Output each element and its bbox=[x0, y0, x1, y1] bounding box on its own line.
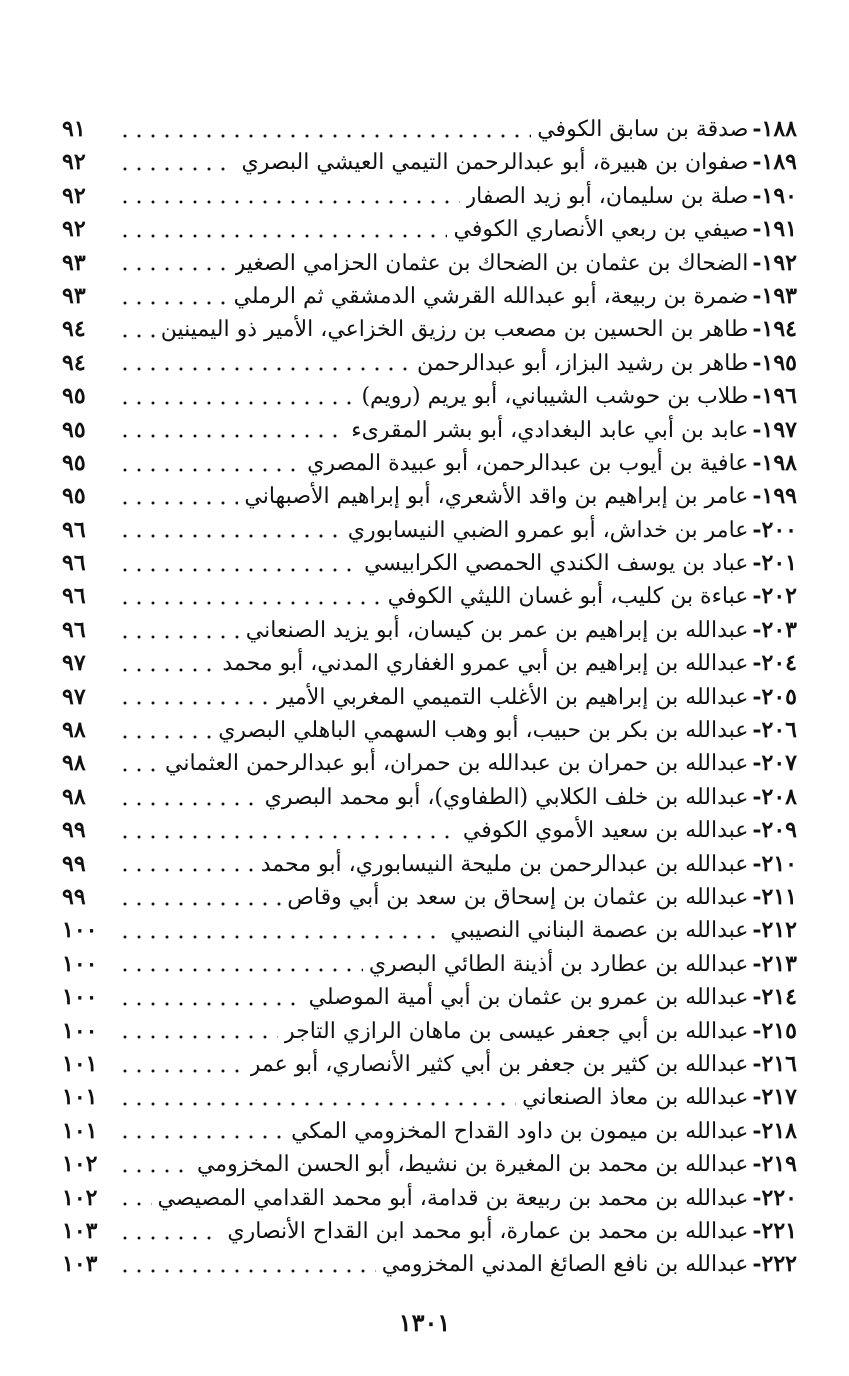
entry-title: عبدالله بن معاذ الصنعاني bbox=[522, 1085, 749, 1111]
dot-leader bbox=[118, 267, 229, 271]
entry-page-number: ١٠١ bbox=[62, 1117, 98, 1144]
entry-title: عباءة بن كليب، أبو غسان الليثي الكوفي bbox=[387, 584, 749, 610]
entry-page-number: ٩٨ bbox=[62, 783, 86, 810]
toc-entry bbox=[62, 1115, 797, 1148]
entry-page-number: ٩٥ bbox=[62, 483, 86, 510]
toc-entry bbox=[62, 948, 797, 981]
entry-dash: - bbox=[752, 216, 762, 243]
entry-dash: - bbox=[752, 1117, 762, 1144]
entry-dash: - bbox=[752, 583, 762, 610]
toc-entry bbox=[62, 781, 797, 814]
entry-number: ٢١٦ bbox=[761, 1050, 797, 1077]
entry-page-number: ٩٣ bbox=[62, 249, 86, 276]
entry-title: طاهر بن رشيد البزاز، أبو عبدالرحمن bbox=[417, 350, 749, 376]
toc-entry bbox=[62, 747, 797, 780]
entry-page-number: ٩٤ bbox=[62, 349, 86, 376]
entry-dash: - bbox=[752, 1251, 762, 1278]
entry-title: عبدالله بن عمرو بن عثمان بن أبي أمية الموصلي bbox=[308, 985, 749, 1011]
toc-entry bbox=[62, 247, 797, 280]
entry-dash: - bbox=[752, 383, 762, 410]
dot-leader bbox=[118, 434, 345, 438]
dot-leader bbox=[118, 735, 212, 739]
entry-page-number: ١٠١ bbox=[62, 1084, 98, 1111]
toc-entry bbox=[62, 1048, 797, 1081]
entry-dash: - bbox=[752, 249, 762, 276]
entry-page-number: ١٠٠ bbox=[62, 950, 98, 977]
entry-number: ٢٠٧ bbox=[761, 750, 797, 777]
toc-entry bbox=[62, 414, 797, 447]
entry-page-number: ١٠٠ bbox=[62, 1017, 98, 1044]
dot-leader bbox=[118, 568, 358, 572]
dot-leader bbox=[118, 200, 460, 204]
entry-title: صلة بن سليمان، أبو زيد الصفار bbox=[465, 183, 749, 209]
entry-page-number: ٩٦ bbox=[62, 516, 86, 543]
toc-entry bbox=[62, 1248, 797, 1281]
dot-leader bbox=[118, 935, 444, 939]
entry-page-number: ١٠٣ bbox=[62, 1251, 98, 1278]
dot-leader bbox=[118, 1269, 376, 1273]
entry-number: ٢٠١ bbox=[761, 550, 797, 577]
toc-entry bbox=[62, 1215, 797, 1248]
entry-page-number: ٩١ bbox=[62, 116, 86, 142]
entry-dash: - bbox=[752, 1084, 762, 1111]
entry-page-number: ٩٨ bbox=[62, 717, 86, 744]
toc-entry bbox=[62, 1081, 797, 1114]
entry-title: عبدالله بن محمد بن المغيرة بن نشيط، أبو الحسن المخزومي bbox=[196, 1152, 749, 1178]
entry-page-number: ٩٧ bbox=[62, 650, 86, 677]
entry-title: عبدالله بن كثير بن جعفر بن أبي كثير الأنصاري، أبو عمر bbox=[249, 1051, 749, 1077]
entry-page-number: ٩٢ bbox=[62, 182, 86, 209]
entry-title: صدقة بن سابق الكوفي bbox=[537, 117, 749, 142]
entry-title: عافية بن أيوب بن عبدالرحمن، أبو عبيدة المصري bbox=[307, 450, 749, 476]
entry-number: ١٩١ bbox=[761, 216, 797, 243]
entry-number: ٢١٢ bbox=[761, 917, 797, 944]
entry-page-number: ١٠٢ bbox=[62, 1184, 98, 1211]
entry-title: عبدالله بن بكر بن حبيب، أبو وهب السهمي الباهلي البصري bbox=[218, 718, 749, 744]
entry-dash: - bbox=[752, 1184, 762, 1211]
entry-title: عامر بن خداش، أبو عمرو الضبي النيسابوري bbox=[347, 517, 749, 543]
entry-title: عبدالله بن سعيد الأموي الكوفي bbox=[462, 818, 749, 844]
toc-entry bbox=[62, 614, 797, 647]
dot-leader bbox=[118, 1236, 221, 1240]
entry-dash: - bbox=[752, 316, 762, 343]
entry-number: ٢٢١ bbox=[761, 1217, 797, 1244]
entry-dash: - bbox=[752, 1050, 762, 1077]
toc-entry bbox=[62, 280, 797, 313]
entry-title: عبدالله بن عطارد بن أذينة الطائي البصري bbox=[368, 951, 749, 977]
entry-title: عبدالله بن إبراهيم بن الأغلب التميمي المغربي الأمير bbox=[276, 684, 749, 710]
entry-title: عبدالله بن أبي جعفر عيسى بن ماهان الرازي التاجر bbox=[283, 1018, 749, 1044]
entry-number: ٢٢٠ bbox=[761, 1184, 797, 1211]
entry-page-number: ٩٩ bbox=[62, 817, 86, 844]
entry-title: ضمرة بن ربيعة، أبو عبدالله القرشي الدمشقي ثم الرملي bbox=[233, 283, 749, 309]
entry-number: ٢٠٩ bbox=[761, 817, 797, 844]
entry-dash: - bbox=[752, 282, 762, 309]
dot-leader bbox=[118, 367, 411, 371]
entry-dash: - bbox=[752, 516, 762, 543]
entry-number: ٢١٠ bbox=[761, 850, 797, 877]
entry-dash: - bbox=[752, 783, 762, 810]
entry-number: ٢٠٠ bbox=[761, 516, 797, 543]
entry-page-number: ٩٥ bbox=[62, 449, 86, 476]
entry-title: عبدالله بن نافع الصائغ المدني المخزومي bbox=[381, 1252, 749, 1278]
dot-leader bbox=[118, 635, 240, 639]
toc-entry bbox=[62, 213, 797, 246]
toc-entry bbox=[62, 981, 797, 1014]
dot-leader bbox=[118, 134, 531, 138]
dot-leader bbox=[118, 835, 457, 839]
table-of-contents bbox=[62, 113, 797, 1282]
entry-number: ٢٠٢ bbox=[761, 583, 797, 610]
dot-leader bbox=[118, 1102, 516, 1106]
entry-title: عبدالله بن عثمان بن إسحاق بن سعد بن أبي وقاص bbox=[287, 884, 749, 910]
entry-page-number: ٩٨ bbox=[62, 750, 86, 777]
entry-page-number: ٩٢ bbox=[62, 149, 86, 176]
toc-entry bbox=[62, 881, 797, 914]
dot-leader bbox=[118, 601, 382, 605]
toc-entry bbox=[62, 447, 797, 480]
toc-entry bbox=[62, 514, 797, 547]
entry-page-number: ١٠٠ bbox=[62, 917, 98, 944]
entry-title: عابد بن أبي عابد البغدادي، أبو بشر المقرىء bbox=[351, 417, 749, 443]
dot-leader bbox=[118, 468, 301, 472]
entry-number: ٢٠٣ bbox=[761, 616, 797, 643]
entry-number: ١٩٣ bbox=[761, 282, 797, 309]
entry-title: طلاب بن حوشب الشيباني، أبو يريم (رويم) bbox=[361, 384, 749, 410]
entry-title: عبدالله بن حمران بن عبدالله بن حمران، أبو عبدالرحمن العثماني bbox=[165, 751, 749, 777]
entry-number: ١٩٤ bbox=[761, 316, 797, 343]
entry-number: ١٩٩ bbox=[761, 483, 797, 510]
entry-title: عبدالله بن خلف الكلابي (الطفاوي)، أبو محمد البصري bbox=[264, 784, 749, 810]
entry-page-number: ٩٦ bbox=[62, 616, 86, 643]
toc-entry bbox=[62, 146, 797, 179]
entry-number: ٢١٣ bbox=[761, 950, 797, 977]
entry-dash: - bbox=[752, 1017, 762, 1044]
entry-number: ٢١٤ bbox=[761, 984, 797, 1011]
entry-page-number: ١٠٣ bbox=[62, 1217, 98, 1244]
dot-leader bbox=[118, 334, 155, 338]
entry-title: عبدالله بن عصمة البناني النصيبي bbox=[450, 918, 749, 944]
toc-entry bbox=[62, 681, 797, 714]
entry-page-number: ٩٦ bbox=[62, 583, 86, 610]
dot-leader bbox=[118, 1169, 191, 1173]
dot-leader bbox=[118, 968, 363, 972]
toc-entry bbox=[62, 313, 797, 346]
entry-title: عبدالله بن ميمون بن داود القداح المخزومي المكي bbox=[291, 1118, 749, 1144]
entry-dash: - bbox=[752, 984, 762, 1011]
entry-title: عبدالله بن محمد بن ربيعة بن قدامة، أبو محمد القدامي المصيصي bbox=[157, 1185, 749, 1211]
toc-entry bbox=[62, 914, 797, 947]
entry-page-number: ٩٣ bbox=[62, 282, 86, 309]
entry-dash: - bbox=[752, 750, 762, 777]
entry-number: ١٨٨ bbox=[761, 116, 797, 142]
entry-number: ١٩٦ bbox=[761, 383, 797, 410]
toc-entry bbox=[62, 1015, 797, 1048]
toc-entry bbox=[62, 580, 797, 613]
toc-entry bbox=[62, 113, 797, 146]
entry-page-number: ٩٩ bbox=[62, 850, 86, 877]
toc-entry bbox=[62, 480, 797, 513]
entry-title: صيفي بن ربعي الأنصاري الكوفي bbox=[453, 217, 749, 243]
toc-entry bbox=[62, 380, 797, 413]
dot-leader bbox=[118, 902, 281, 906]
entry-page-number: ٩٧ bbox=[62, 683, 86, 710]
entry-number: ٢١١ bbox=[761, 883, 797, 910]
toc-entry bbox=[62, 347, 797, 380]
dot-leader bbox=[118, 401, 355, 405]
dot-leader bbox=[118, 301, 228, 305]
entry-title: الضحاك بن عثمان بن الضحاك بن عثمان الحزامي الصغير bbox=[234, 250, 749, 276]
entry-number: ٢٢٢ bbox=[761, 1251, 797, 1278]
entry-dash: - bbox=[752, 1217, 762, 1244]
toc-entry bbox=[62, 714, 797, 747]
entry-page-number: ٩٥ bbox=[62, 383, 86, 410]
entry-dash: - bbox=[752, 416, 762, 443]
dot-leader bbox=[118, 167, 235, 171]
entry-page-number: ١٠١ bbox=[62, 1050, 98, 1077]
dot-leader bbox=[118, 768, 159, 772]
dot-leader bbox=[118, 1069, 244, 1073]
entry-title: طاهر بن الحسين بن مصعب بن رزيق الخزاعي، الأمير ذو اليمينين bbox=[160, 317, 749, 343]
entry-title: عبدالله بن إبراهيم بن عمر بن كيسان، أبو يزيد الصنعاني bbox=[245, 617, 749, 643]
entry-title: صفوان بن هبيرة، أبو عبدالرحمن التيمي العيشي البصري bbox=[241, 150, 749, 176]
entry-number: ١٩٢ bbox=[761, 249, 797, 276]
dot-leader bbox=[118, 1002, 303, 1006]
entry-number: ٢١٩ bbox=[761, 1151, 797, 1178]
dot-leader bbox=[118, 802, 259, 806]
toc-entry bbox=[62, 814, 797, 847]
entry-page-number: ٩٩ bbox=[62, 883, 86, 910]
entry-dash: - bbox=[752, 817, 762, 844]
entry-dash: - bbox=[752, 149, 762, 176]
dot-leader bbox=[118, 234, 447, 238]
entry-number: ٢١٨ bbox=[761, 1117, 797, 1144]
dot-leader bbox=[118, 868, 255, 872]
entry-dash: - bbox=[752, 550, 762, 577]
entry-page-number: ٩٢ bbox=[62, 216, 86, 243]
dot-leader bbox=[118, 501, 238, 505]
entry-dash: - bbox=[752, 650, 762, 677]
entry-page-number: ٩٦ bbox=[62, 550, 86, 577]
entry-number: ١٨٩ bbox=[761, 149, 797, 176]
entry-dash: - bbox=[752, 717, 762, 744]
toc-entry bbox=[62, 647, 797, 680]
entry-dash: - bbox=[752, 449, 762, 476]
entry-dash: - bbox=[752, 917, 762, 944]
entry-dash: - bbox=[752, 883, 762, 910]
entry-page-number: ١٠٢ bbox=[62, 1151, 98, 1178]
entry-dash: - bbox=[752, 349, 762, 376]
entry-number: ٢٠٤ bbox=[761, 650, 797, 677]
entry-title: عبدالله بن إبراهيم بن أبي عمرو الغفاري المدني، أبو محمد bbox=[222, 651, 749, 677]
entry-page-number: ٩٤ bbox=[62, 316, 86, 343]
entry-title: عباد بن يوسف الكندي الحمصي الكرابيسي bbox=[364, 551, 749, 577]
toc-entry bbox=[62, 848, 797, 881]
toc-entry bbox=[62, 547, 797, 580]
dot-leader bbox=[118, 1202, 152, 1206]
entry-number: ١٩٠ bbox=[761, 182, 797, 209]
dot-leader bbox=[118, 1135, 285, 1139]
entry-dash: - bbox=[752, 1151, 762, 1178]
entry-page-number: ١٠٠ bbox=[62, 984, 98, 1011]
entry-number: ١٩٨ bbox=[761, 449, 797, 476]
toc-entry bbox=[62, 1182, 797, 1215]
entry-page-number: ٩٥ bbox=[62, 416, 86, 443]
entry-dash: - bbox=[752, 483, 762, 510]
entry-dash: - bbox=[752, 116, 762, 142]
entry-dash: - bbox=[752, 182, 762, 209]
dot-leader bbox=[118, 668, 216, 672]
dot-leader bbox=[118, 1035, 278, 1039]
entry-number: ٢١٥ bbox=[761, 1017, 797, 1044]
entry-title: عبدالله بن محمد بن عمارة، أبو محمد ابن القداح الأنصاري bbox=[227, 1218, 749, 1244]
entry-dash: - bbox=[752, 616, 762, 643]
entry-number: ٢٠٥ bbox=[761, 683, 797, 710]
entry-title: عامر بن إبراهيم بن واقد الأشعري، أبو إبراهيم الأصبهاني bbox=[244, 484, 749, 510]
entry-number: ٢٠٦ bbox=[761, 717, 797, 744]
toc-entry bbox=[62, 1148, 797, 1181]
entry-dash: - bbox=[752, 950, 762, 977]
entry-number: ١٩٥ bbox=[761, 349, 797, 376]
entry-number: ٢٠٨ bbox=[761, 783, 797, 810]
entry-dash: - bbox=[752, 683, 762, 710]
entry-number: ١٩٧ bbox=[761, 416, 797, 443]
entry-dash: - bbox=[752, 850, 762, 877]
page-number: ١٣٠١ bbox=[398, 1308, 451, 1337]
entry-title: عبدالله بن عبدالرحمن بن مليحة النيسابوري، أبو محمد bbox=[260, 851, 749, 877]
dot-leader bbox=[118, 534, 342, 538]
dot-leader bbox=[118, 701, 270, 705]
entry-number: ٢١٧ bbox=[761, 1084, 797, 1111]
toc-entry bbox=[62, 180, 797, 213]
